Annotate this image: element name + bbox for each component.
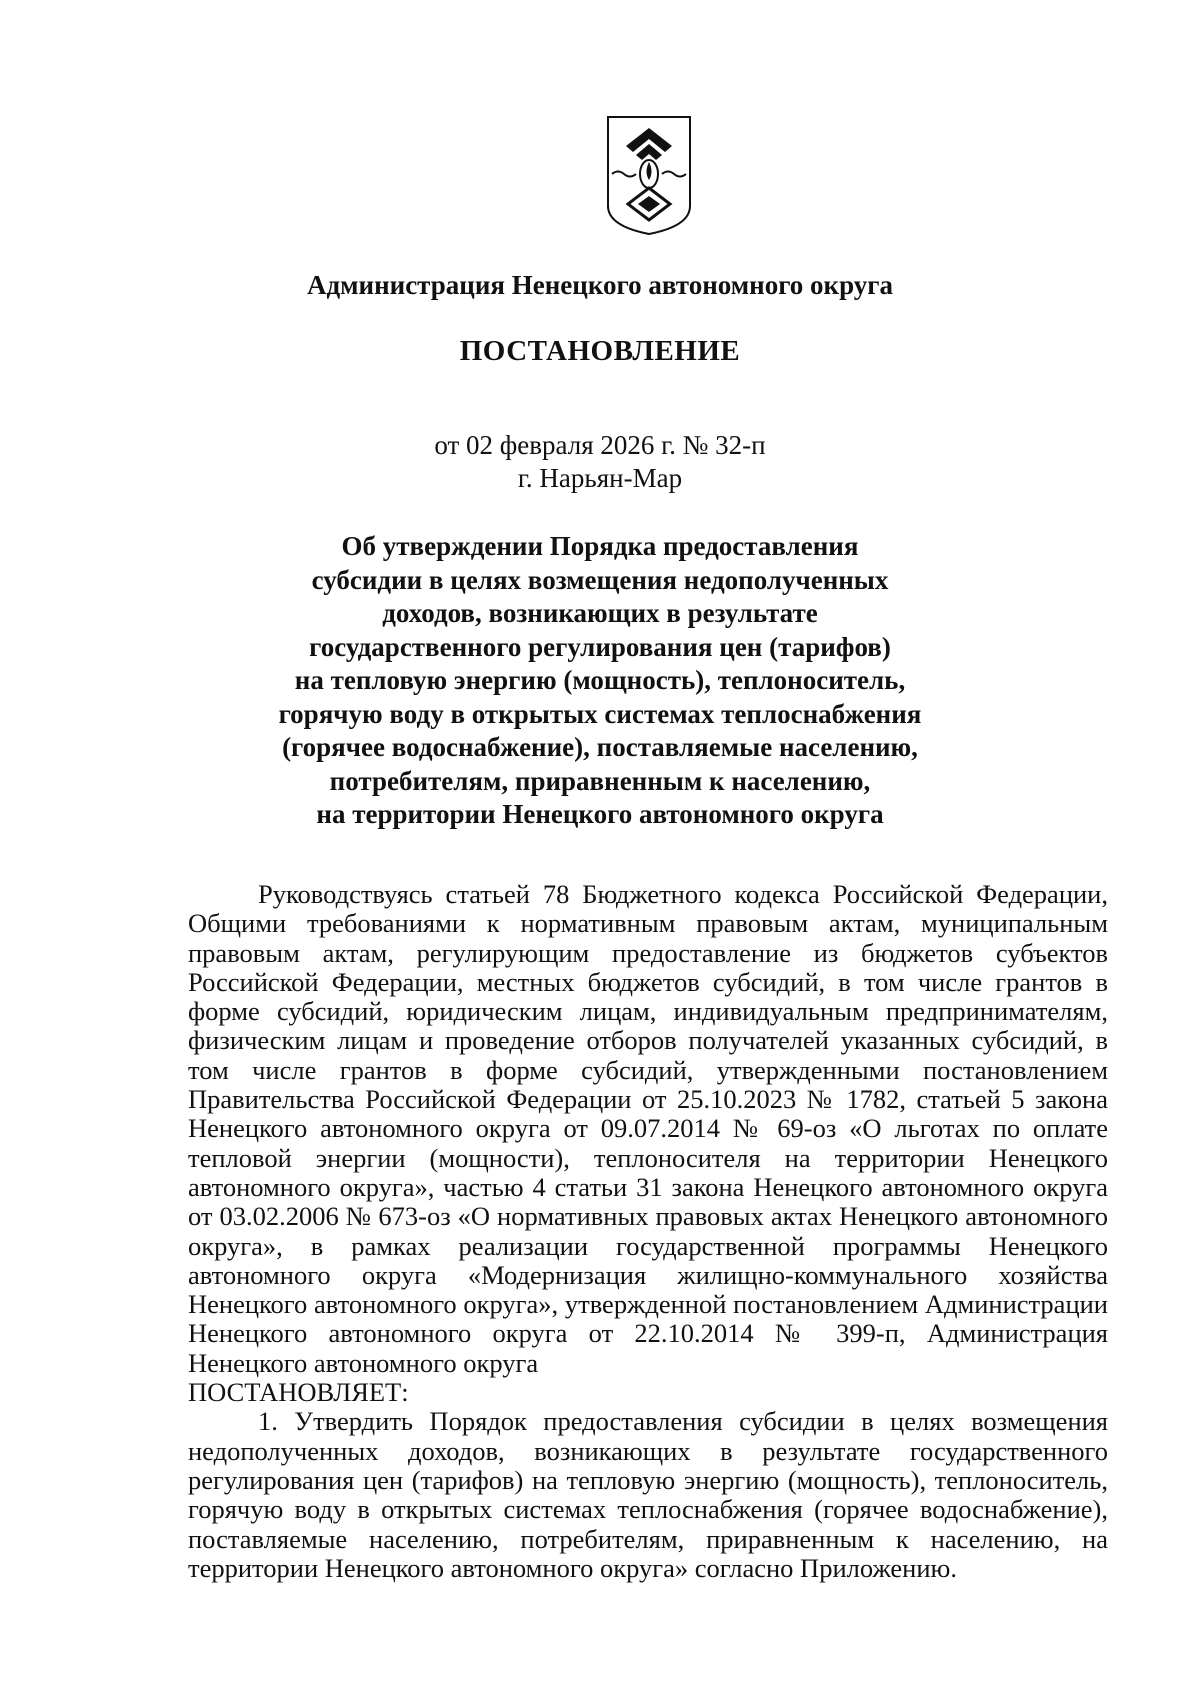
nao-coat-of-arms-icon (604, 114, 694, 236)
title-line: Об утверждении Порядка предоставления (341, 531, 859, 561)
title-line: государственного регулирования цен (тарифов) (309, 631, 891, 662)
resolves-statement: ПОСТАНОВЛЯЕТ: (188, 1377, 409, 1408)
document-body (188, 880, 1108, 1583)
title-line: на тепловую энергию (мощность), теплоноситель, (294, 665, 906, 695)
document-type: ПОСТАНОВЛЕНИЕ (459, 335, 741, 367)
document-date-number: от 02 февраля 2026 г. № 32-п (434, 430, 766, 460)
document-title (0, 530, 1200, 832)
title-line: потребителям, приравненным к населению, (329, 765, 871, 796)
title-line: доходов, возникающих в результате (382, 598, 818, 628)
title-line: на территории Ненецкого автономного округа (316, 799, 884, 829)
title-line: (горячее водоснабжение), поставляемые населению, (282, 732, 918, 762)
title-line: субсидии в целях возмещения недополученных (311, 564, 889, 595)
document-city: г. Нарьян-Мар (517, 463, 683, 493)
item-1-paragraph: 1. Утвердить Порядок предоставления субсидии в целях возмещения недополученных доходов, возникающих в результате государственного регулирования цен (тарифов) на тепловую энергию (мощность), теплоноситель, горячую воду в открытых системах теплоснабжения (горячее водоснабжение), поставляемые населению, потребителям, приравненным к населению, на территории Ненецкого автономного округа» согласно Приложению. (188, 1406, 1108, 1583)
title-line: горячую воду в открытых системах теплоснабжения (278, 698, 922, 729)
preamble-paragraph: Руководствуясь статьей 78 Бюджетного кодекса Российской Федерации, Общими требованиями к нормативным правовым актам, муниципальным правовым актам, регулирующим предоставление из бюджетов субъектов Российской Федерации, местных бюджетов субсидий, в том числе грантов в форме субсидий, юридическим лицам, индивидуальным предпринимателям, физическим лицам и проведение отборов получателей указанных субсидий, в том числе грантов в форме субсидий, утвержденными постановлением Правительства Российской Федерации от 25.10.2023 № 1782, статьей 5 закона Ненецкого автономного округа от 09.07.2014 № 69-оз «О льготах по оплате тепловой энергии (мощности), теплоносителя на территории Ненецкого автономного округа», частью 4 статьи 31 закона Ненецкого автономного округа от 03.02.2006 № 673-оз «О нормативных правовых актах Ненецкого автономного округа», в рамках реализации государственной программы Ненецкого автономного округа «Модернизация жилищно-коммунального хозяйства Ненецкого автономного округа», утвержденной постановлением Администрации Ненецкого автономного округа от 22.10.2014 № 399-п, Администрация Ненецкого автономного округа (188, 879, 1108, 1378)
organization-name: Администрация Ненецкого автономного округа (306, 270, 894, 300)
